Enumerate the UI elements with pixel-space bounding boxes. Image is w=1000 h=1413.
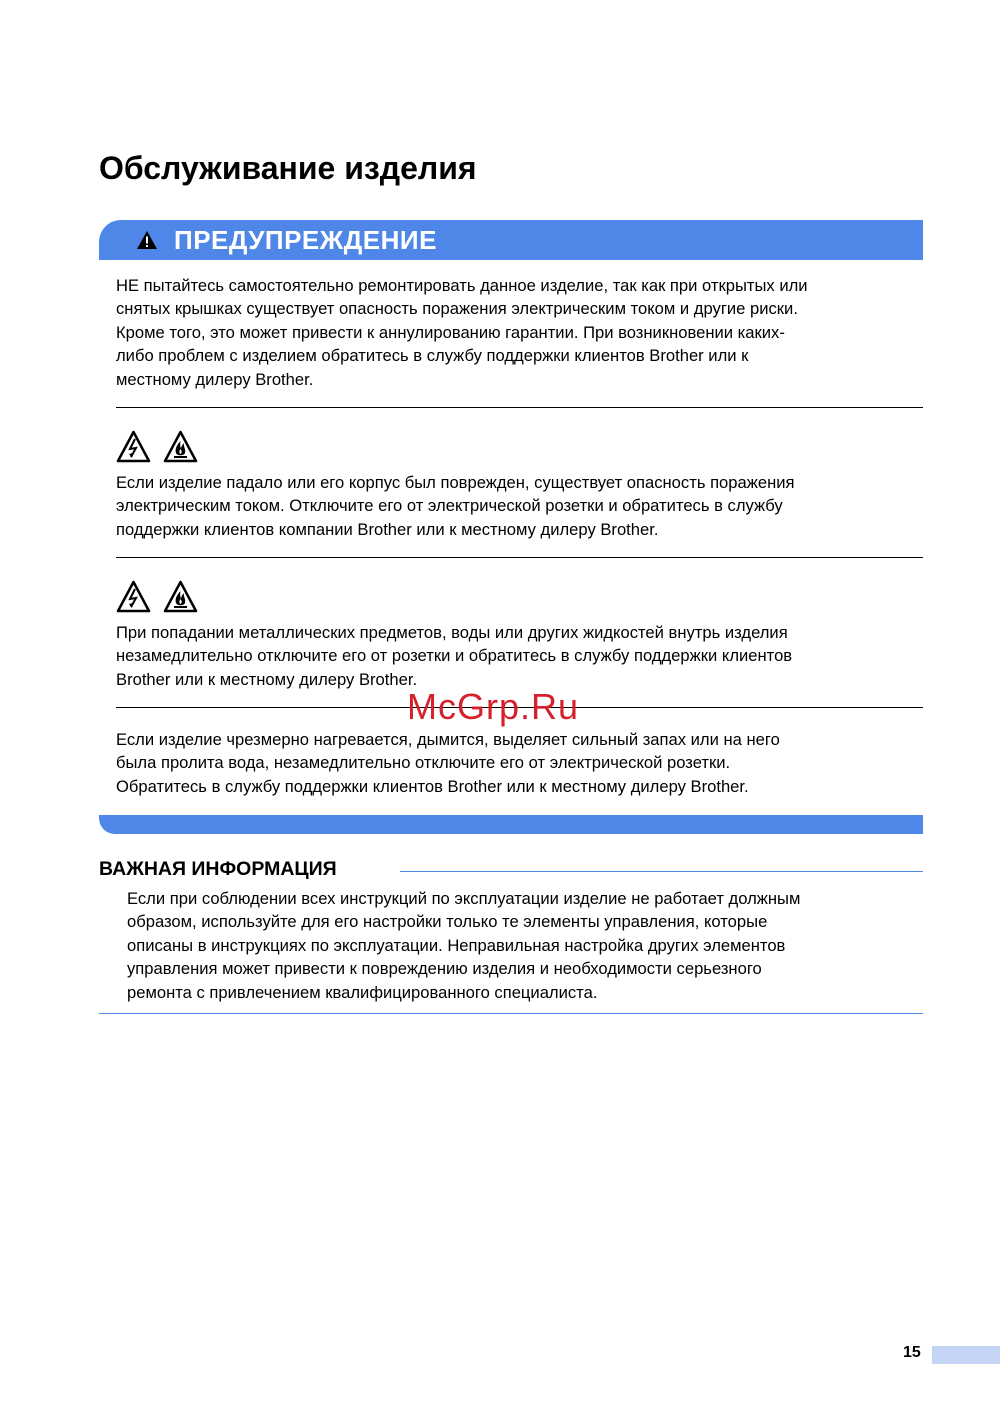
page-number: 15 [903,1344,921,1361]
watermark: McGrp.Ru [407,686,580,727]
separator [116,407,923,408]
important-heading-rule [400,871,923,872]
fire-hazard-icon [163,580,198,613]
warning-text-4: Если изделие чрезмерно нагревается, дымится, выделяет сильный запах или на него была пролита вода, незамедлительно отключите его от электрической розетки. Обратитесь в службу поддержки клиентов Brother или к местному дилеру Brother. [116,730,780,796]
warning-box-bottom-bar [99,815,923,834]
separator [116,557,923,558]
warning-text-1: НЕ пытайтесь самостоятельно ремонтировать данное изделие, так как при открытых или снятых крышках существует опасность поражения электрическим током и другие риски. Кроме того, это может привести к аннулированию гарантии. При возникновении каких- либо проблем с изделием обратитесь в службу поддержки клиентов Brother или к местному дилеру Brother. [116,276,808,389]
important-heading: ВАЖНАЯ ИНФОРМАЦИЯ [99,858,337,880]
electric-shock-icon [116,430,151,463]
hazard-icons [116,580,198,613]
fire-hazard-icon [163,430,198,463]
page-tab [932,1346,1000,1364]
page-title: Обслуживание изделия [99,150,477,186]
important-bottom-rule [99,1013,923,1014]
warning-banner-label: ПРЕДУПРЕЖДЕНИЕ [174,224,437,255]
hazard-icons [116,430,198,463]
electric-shock-icon [116,580,151,613]
warning-text-3: При попадании металлических предметов, воды или других жидкостей внутрь изделия незамедлительно отключите его от розетки и обратитесь в службу поддержки клиентов Brother или к местному дилеру Brother. [116,623,793,689]
warning-banner [99,220,923,260]
warning-triangle-icon [136,230,158,250]
warning-text-2: Если изделие падало или его корпус был поврежден, существует опасность поражения электрическим током. Отключите его от электрической розетки и обратитесь в службу поддержки клиентов компании Brother или к местному дилеру Brother. [116,473,795,539]
important-text: Если при соблюдении всех инструкций по эксплуатации изделие не работает должным образом, используйте для его настройки только те элементы управления, которые описаны в инструкциях по эксплуатации. Неправильная настройка других элементов управления может привести к повреждению изделия и необходимости серьезного ремонта с привлечением квалифицированного специалиста. [127,889,801,1002]
